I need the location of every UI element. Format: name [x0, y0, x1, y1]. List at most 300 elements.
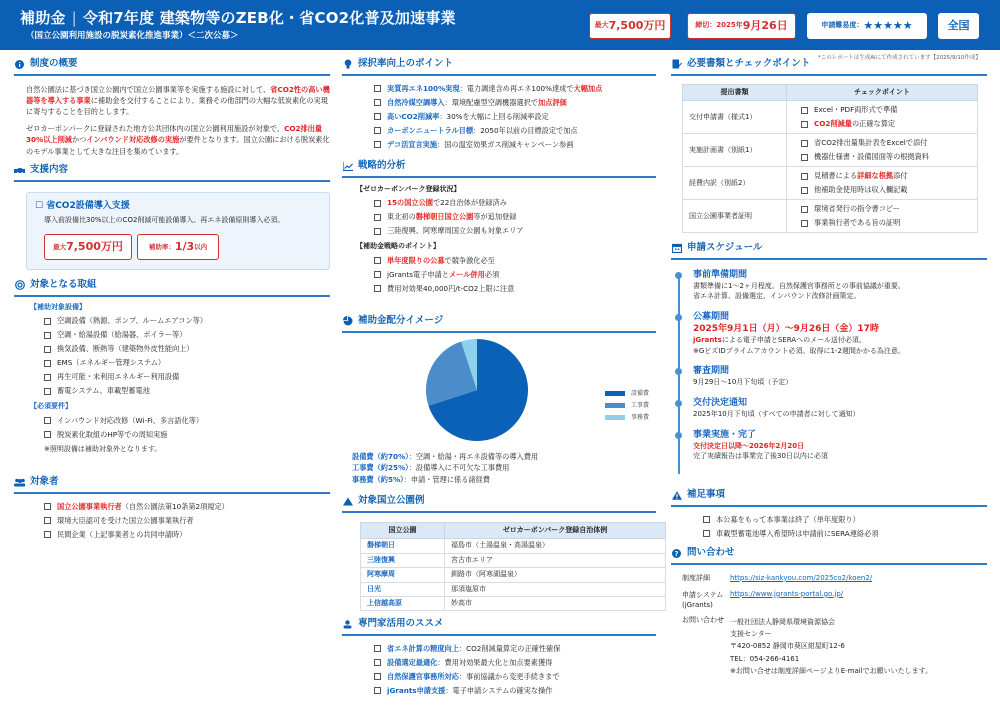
checkbox-icon — [801, 154, 808, 161]
support-card — [26, 192, 330, 270]
municipality: 宮古市エリア — [445, 553, 666, 567]
section-header — [342, 160, 656, 178]
checkbox-icon — [374, 285, 381, 292]
document-edit-icon — [671, 59, 682, 70]
department: 支援センター — [730, 630, 772, 639]
highlight: 国立公園事業執行者 — [57, 501, 122, 511]
table-row — [361, 568, 666, 582]
value: 7,500万円 — [66, 239, 123, 253]
text: 自然公園法に基づき国立公園内で国立公園事業等を実施する施設に対して、 — [26, 84, 271, 94]
text: の正確な算定 — [851, 119, 896, 129]
municipality: 那須塩原市 — [445, 582, 666, 596]
item-text: 本公募をもって本事業は終了（単年度限り） — [716, 514, 860, 524]
municipality: 妙高市 — [445, 597, 666, 611]
equipment-list — [30, 314, 330, 398]
key: 省エネ計算の精度向上 — [387, 643, 459, 653]
checkbox-icon — [44, 531, 51, 538]
label — [682, 590, 730, 616]
text: ：事前協議から変更手続きまで — [458, 671, 560, 681]
checkbox-icon — [374, 99, 381, 106]
organization: 一般社団法人静岡県環境資源協会 — [730, 617, 835, 626]
key: 実質再エネ100%実現 — [387, 83, 460, 93]
list-item — [44, 528, 330, 542]
checkbox-icon — [374, 645, 381, 652]
section-header — [671, 547, 987, 565]
checkbox-icon — [801, 173, 808, 180]
column-header: チェックポイント — [787, 84, 978, 100]
contact-details — [671, 565, 987, 677]
item-text: 空調設備（熱源、ポンプ、ルームエアコン等） — [57, 316, 208, 326]
checkbox-icon — [374, 659, 381, 666]
key: 高いCO2削減率 — [387, 111, 440, 121]
park-name: 磐梯朝日 — [361, 539, 445, 553]
prefix: 最大 — [53, 243, 67, 251]
timeline-item — [671, 365, 987, 388]
list-item — [703, 513, 987, 527]
section-title: 補助金配分イメージ — [358, 315, 444, 326]
item-text: 脱炭素化取組のHP等での周知実施 — [57, 429, 168, 439]
list-item — [44, 370, 330, 384]
list-item — [374, 138, 656, 152]
overview-paragraph-1 — [14, 76, 330, 117]
table-row — [683, 167, 978, 200]
checkpoints — [787, 134, 978, 167]
legend-label: 設備費 — [631, 389, 650, 397]
chart-legend — [604, 388, 649, 424]
legend-label: 事務費 — [631, 413, 650, 421]
card-description: 導入前設備比30%以上のCO2削減可能設備導入、再エネ設備原則導入必須。 — [44, 215, 285, 224]
list-item — [44, 514, 330, 528]
text: 添付 — [893, 171, 908, 181]
checkbox-icon — [801, 107, 808, 114]
table-row — [361, 539, 666, 553]
timeline-text: 完了実績報告は事業完了後30日以内に必須 — [693, 452, 828, 461]
checkbox-icon — [374, 228, 381, 235]
checkbox-icon — [374, 127, 381, 134]
list-item — [44, 414, 330, 428]
checkbox-icon — [374, 687, 381, 694]
timeline-title: 審査期間 — [693, 366, 730, 377]
section-overview — [14, 58, 330, 157]
highlight: メール併用 — [448, 269, 485, 279]
text: ：費用対効果最大化と加点要素獲得 — [437, 657, 553, 667]
item-text: EMS（エネルギー管理システム） — [57, 358, 166, 368]
max-value: 7,500万円 — [608, 18, 666, 32]
chart-line-icon — [342, 161, 353, 172]
checkbox-icon — [44, 374, 51, 381]
checkbox-icon — [44, 332, 51, 339]
section-header — [342, 618, 656, 636]
park-name: 日光 — [361, 582, 445, 596]
timeline-title: 交付決定通知 — [693, 397, 748, 408]
document-name: 交付申請書（様式1） — [683, 101, 787, 134]
max-prefix: 最大 — [594, 21, 609, 30]
section-title: 対象となる取組 — [30, 279, 97, 290]
highlight: インバウンド対応改修の実施 — [86, 135, 180, 145]
timeline-dot — [675, 272, 682, 279]
section-support — [14, 164, 330, 270]
list-item — [374, 124, 656, 138]
legend-label: 工事費 — [631, 401, 650, 409]
list-item — [374, 268, 656, 282]
registration-list — [356, 196, 656, 238]
checkpoint — [801, 117, 971, 131]
region-badge: 全国 — [938, 13, 979, 39]
pie-chart — [424, 337, 530, 443]
section-header — [671, 58, 987, 76]
section-title: 対象者 — [30, 476, 59, 487]
ai-generated-note: *このレポートは生成AIにて作成されています【2025/9/10作成】 — [818, 55, 981, 61]
item-text: インバウンド対応改修（Wi-Fi、多言語化等） — [57, 415, 204, 425]
checkbox-icon — [44, 346, 51, 353]
text: ：電子申請システムの確実な操作 — [445, 685, 553, 695]
key: 設備費（約70%） — [352, 451, 409, 461]
timeline-dot — [675, 432, 682, 439]
application-period: 2025年9月1日（月）〜9月26日（金）17時 — [693, 324, 879, 335]
required-list — [30, 414, 330, 454]
prefix: 補助率： — [148, 243, 175, 251]
checkbox-icon — [703, 516, 710, 523]
key: 設備選定最適化 — [387, 657, 438, 667]
phone: TEL：054-266-4161 — [730, 654, 800, 663]
timeline-text: 2025年10月下旬頃（すべての申請者に対して通知） — [693, 410, 860, 419]
section-header — [671, 242, 987, 260]
section-schedule — [671, 242, 987, 468]
section-title: 問い合わせ — [687, 547, 735, 558]
allocation-descriptions — [342, 451, 656, 486]
key: jGrants申請支援 — [387, 685, 446, 695]
checkbox-icon — [801, 121, 808, 128]
section-contact — [671, 547, 987, 677]
section-title: 対象国立公園例 — [358, 495, 425, 506]
legend-swatch — [604, 390, 626, 397]
checkbox-icon — [374, 141, 381, 148]
checkpoints — [787, 101, 978, 134]
column-header: ゼロカーボンパーク登録自治体例 — [445, 522, 666, 538]
section-strategy — [342, 160, 656, 296]
list-item — [374, 224, 656, 238]
checkpoints — [787, 200, 978, 233]
key: 事務費（約5%） — [352, 474, 404, 484]
text: ：2050年以前の目標設定で加点 — [473, 125, 578, 135]
list-item — [374, 110, 656, 124]
subsidy-rate-badge — [137, 234, 219, 260]
text: ：国の温室効果ガス削減キャンペーン参画 — [437, 139, 574, 149]
text: ：30%を大幅に上回る削減率設定 — [439, 111, 549, 121]
list-item — [374, 670, 656, 684]
eligible-list — [14, 494, 330, 542]
document-name: 経費内訳（別紙2） — [683, 167, 787, 200]
text: ：設備導入に不可欠な工事費用 — [408, 463, 510, 473]
text: ：申請・管理に係る諸経費 — [403, 474, 490, 484]
checkbox-icon — [44, 360, 51, 367]
text: 事業執行者である旨の証明 — [814, 218, 901, 228]
item-text: 空調・給湯設備（給湯器、ボイラー等） — [57, 330, 187, 340]
title-separator: | — [71, 9, 77, 27]
list-item — [703, 527, 987, 541]
item-text: 蓄電システム、車載型蓄電池 — [57, 386, 150, 396]
legend-item — [604, 412, 649, 424]
checkbox-icon — [44, 503, 51, 510]
timeline-text: 書類準備に1〜2ヶ月程度。自然保護官事務所との事前協議が重要。 — [693, 281, 905, 290]
table-row — [683, 134, 978, 167]
desc-item — [352, 474, 656, 486]
max-amount-badge — [44, 234, 132, 260]
text: ゼロカーボンパークに登録された地方公共団体内の国立公園利用施設が対象で、 — [26, 124, 285, 134]
checkpoint — [801, 103, 971, 117]
info-icon — [14, 59, 25, 70]
section-header — [671, 489, 987, 507]
text: Excel・PDF両形式で準備 — [814, 105, 898, 115]
text: 三陸復興、阿寒摩周国立公園も対象エリア — [387, 226, 524, 236]
key: 自然保護官事務所対応 — [387, 671, 459, 681]
section-targets — [14, 279, 330, 454]
text: 機器仕様書・設備図面等の根拠資料 — [814, 152, 930, 162]
checkbox-icon — [374, 113, 381, 120]
list-item — [374, 282, 656, 296]
list-item — [374, 210, 656, 224]
section-title: 採択率向上のポイント — [358, 58, 454, 69]
park-name: 阿寒摩周 — [361, 568, 445, 582]
contact-row — [682, 590, 987, 616]
checkbox-icon — [44, 388, 51, 395]
inquiry-info — [730, 616, 932, 677]
checkbox-icon — [374, 214, 381, 221]
max-amount-badge — [589, 13, 671, 39]
timeline-title: 事前準備期間 — [693, 269, 748, 280]
contact-row — [682, 616, 987, 677]
section-title: 支援内容 — [30, 164, 69, 175]
checkbox-icon — [801, 187, 808, 194]
legend-swatch — [604, 402, 626, 409]
text: ：環境配慮型空調機器選択で — [444, 97, 538, 107]
svg-text:?: ? — [674, 549, 679, 558]
difficulty-label: 申請難易度： — [821, 21, 864, 30]
section-header — [14, 164, 330, 182]
list-item — [374, 642, 656, 656]
timeline-item — [671, 311, 987, 356]
timeline-dot — [675, 314, 682, 321]
checkpoints — [787, 167, 978, 200]
text: 必須 — [484, 269, 500, 279]
page-title — [20, 8, 456, 28]
text: 省CO2排出量集計表をExcelで添付 — [814, 138, 928, 148]
label: 制度詳細 — [682, 573, 710, 582]
document-name: 国立公園事業者証明 — [683, 200, 787, 233]
list-item — [44, 428, 330, 442]
column-header: 提出書類 — [683, 84, 787, 100]
table-row — [361, 582, 666, 596]
checkbox-icon — [44, 517, 51, 524]
list-item — [374, 254, 656, 268]
timeline-text: 省エネ計算、設備選定、インバウンド改修計画策定。 — [693, 292, 861, 301]
target-icon — [14, 280, 25, 291]
item-text: 再生可能・未利用エネルギー利用設備 — [57, 372, 180, 382]
parks-table — [360, 522, 666, 612]
label: お問い合わせ — [682, 615, 724, 624]
implementation-period: 交付決定日以降〜2026年2月20日 — [693, 441, 805, 450]
park-name: 上信越高原 — [361, 597, 445, 611]
section-header — [14, 58, 330, 76]
card-title: ☐ 省CO2設備導入支援 — [35, 200, 130, 211]
document-name: 実施計画書（別紙1） — [683, 134, 787, 167]
text: 東北初の — [387, 212, 416, 222]
text: ：空調・給湯・再エネ設備等の導入費用 — [408, 451, 539, 461]
checkpoint — [801, 183, 971, 197]
deadline-badge — [687, 13, 796, 39]
checkbox-icon — [44, 318, 51, 325]
timeline-text — [693, 335, 987, 346]
contact-row — [682, 574, 987, 590]
checkbox-icon — [44, 417, 51, 424]
label-line: (jGrants) — [682, 601, 713, 610]
section-header — [14, 476, 330, 494]
highlight: 磐梯朝日国立公園 — [415, 212, 474, 222]
section-title: 補足事項 — [687, 489, 726, 500]
strategy-points-list — [356, 254, 656, 296]
legend-item — [604, 388, 649, 400]
checkbox-icon — [801, 140, 808, 147]
legend-swatch — [604, 414, 626, 421]
timeline-dot — [675, 400, 682, 407]
text: 環境省発行の指令書コピー — [814, 204, 900, 214]
key: 工事費（約25%） — [352, 463, 409, 473]
section-title: 戦略的分析 — [358, 160, 406, 171]
highlight: 単年度限りの公募 — [387, 255, 445, 265]
legend-item — [604, 400, 649, 412]
text: かつ — [71, 135, 87, 145]
label-line: 申請システム — [682, 590, 724, 599]
list-item — [44, 328, 330, 342]
section-eligible — [14, 476, 330, 542]
text: が要件となります。国立公園における脱炭素化のモデル事業として大きな注目を集めています。 — [26, 135, 330, 156]
list-item — [44, 356, 330, 370]
key: デコ活宣言実施 — [387, 139, 438, 149]
section-title: 専門家活用のススメ — [358, 618, 444, 629]
equipment-heading: 【補助対象設備】 — [30, 302, 86, 311]
table-row — [361, 553, 666, 567]
handshake-icon — [14, 165, 25, 176]
section-supplement — [671, 489, 987, 541]
text: 他補助金使用時は収入欄記載 — [814, 185, 908, 195]
text: 見積書による — [814, 171, 858, 181]
checkbox-icon — [374, 85, 381, 92]
table-row — [683, 101, 978, 134]
highlight: 省CO2性の高い機器等を導入する事業 — [26, 84, 330, 105]
checkbox-icon — [374, 271, 381, 278]
table-row — [361, 597, 666, 611]
checkpoint — [801, 136, 971, 150]
difficulty-badge — [807, 13, 927, 39]
checkbox-icon — [703, 530, 710, 537]
municipality: 釧路市（阿寒湖温泉） — [445, 568, 666, 582]
list-item — [44, 384, 330, 398]
section-title: 申請スケジュール — [687, 242, 763, 253]
experts-list — [342, 636, 656, 698]
park-name: 三陸復興 — [361, 553, 445, 567]
checkbox-icon — [44, 431, 51, 438]
checkbox-icon — [374, 673, 381, 680]
card-badges — [44, 234, 321, 260]
text: 等が追加登録 — [473, 212, 517, 222]
item-text: （自然公園法第10条第2項規定） — [121, 501, 229, 511]
supplement-list — [671, 507, 987, 541]
section-parks — [342, 495, 656, 611]
highlight: 大幅加点 — [573, 83, 603, 93]
text: に補助金を交付することにより、業務その他部門の大幅な低炭素化の実現に寄与することを目的とします。 — [26, 95, 328, 117]
list-item — [44, 342, 330, 356]
key: カーボンニュートラル目標 — [387, 125, 474, 135]
detail-link[interactable]: https://siz-kankyou.com/2025co2/koen2/ — [730, 573, 873, 582]
list-item — [374, 196, 656, 210]
column-header: 国立公園 — [361, 522, 445, 538]
targets-note: ※照明設備は補助対象外となります。 — [44, 444, 162, 453]
text: ：CO2削減量算定の正確性確保 — [458, 643, 561, 653]
section-allocation — [342, 315, 656, 485]
highlight: 加点評価 — [537, 97, 567, 107]
timeline-text: ※GビズIDプライムアカウント必須。取得に1-2週間かかる為注意。 — [693, 346, 905, 355]
deadline-prefix: 締切：2025年 — [695, 21, 743, 30]
desc-item — [352, 462, 656, 474]
text: で22自治体が登録済み — [432, 198, 507, 208]
text: による電子申請とSERAへのメール送付必須。 — [721, 336, 866, 345]
required-heading: 【必須要件】 — [30, 402, 72, 411]
checkpoint — [801, 216, 971, 230]
municipality: 福島市（土湯温泉・高湯温泉） — [445, 539, 666, 553]
checkbox-icon — [801, 206, 808, 213]
section-header — [342, 315, 656, 333]
timeline-text: 9月29日〜10月下旬頃（予定） — [693, 378, 793, 387]
suffix: 以内 — [194, 243, 208, 251]
text: で競争激化必至 — [444, 255, 495, 265]
checkbox-icon — [801, 220, 808, 227]
page-subtitle: （国立公園利用施設の脱炭素化推進事業）＜二次公募＞ — [26, 31, 239, 41]
timeline-item — [671, 269, 987, 302]
item-text: 換気設備、断熱等（建築物外皮性能向上） — [57, 344, 194, 354]
question-icon — [671, 548, 682, 559]
list-item — [374, 96, 656, 110]
header-banner — [0, 0, 1000, 50]
list-item — [44, 314, 330, 328]
pie-chart-icon — [342, 316, 353, 327]
highlight: 詳細な根拠 — [857, 171, 894, 181]
item-text: 民間企業（上記事業者との共同申請時） — [57, 529, 187, 539]
checkpoint — [801, 169, 971, 183]
warning-icon — [671, 490, 682, 501]
adoption-list — [342, 76, 656, 152]
registration-heading: 【ゼロカーボンパーク登録状況】 — [356, 184, 461, 193]
checkbox-icon — [374, 200, 381, 207]
allocation-chart — [342, 333, 656, 451]
users-icon — [14, 477, 25, 488]
checkpoint — [801, 202, 971, 216]
list-item — [374, 684, 656, 698]
user-icon — [342, 619, 353, 630]
lightbulb-icon — [342, 59, 353, 70]
item-text: 環境大臣認可を受けた国立公園事業執行者 — [57, 515, 194, 525]
overview-paragraph-2 — [14, 117, 330, 156]
title-text: 令和7年度 建築物等のZEB化・省CO2化普及加速事業 — [82, 9, 456, 27]
text: ：電力調達含め再エネ100%達成で — [459, 83, 574, 93]
strategy-points-heading: 【補助金戦略のポイント】 — [356, 242, 440, 251]
timeline-item — [671, 397, 987, 420]
text: jGrants電子申請と — [387, 269, 449, 279]
jgrants-link[interactable]: https://www.jgrants-portal.go.jp/ — [730, 589, 844, 598]
schedule-timeline — [671, 260, 987, 462]
timeline-item — [671, 429, 987, 462]
category-label: 補助金 — [20, 9, 66, 27]
section-header — [342, 495, 656, 513]
